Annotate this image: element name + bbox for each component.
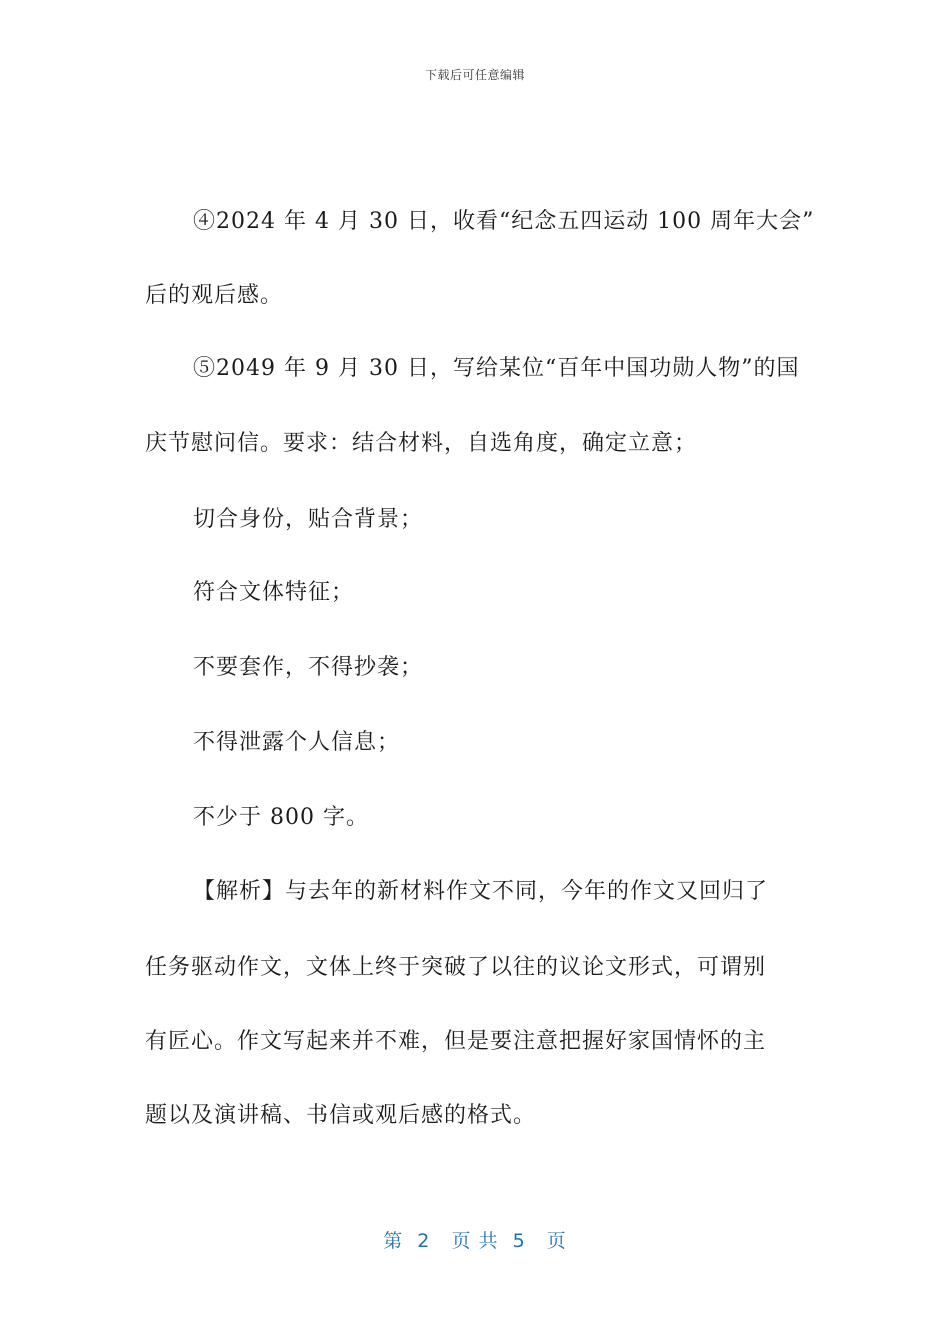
requirement-line: 不得泄露个人信息；	[193, 730, 401, 755]
paragraph-line: ④2024 年 4 月 30 日，收看“纪念五四运动 100 周年大会”	[193, 209, 815, 234]
requirement-line: 不要套作，不得抄袭；	[193, 655, 424, 680]
paragraph-line: ⑤2049 年 9 月 30 日，写给某位“百年中国功勋人物”的国	[193, 356, 800, 381]
requirement-line: 符合文体特征；	[193, 580, 355, 605]
analysis-line: 【解析】与去年的新材料作文不同，今年的作文又回归了	[193, 879, 769, 904]
analysis-line: 有匠心。作文写起来并不难，但是要注意把握好家国情怀的主	[145, 1029, 767, 1054]
requirement-line: 切合身份，贴合背景；	[193, 507, 424, 532]
analysis-line: 任务驱动作文，文体上终于突破了以往的议论文形式，可谓别	[145, 955, 767, 980]
header-note: 下载后可任意编辑	[424, 68, 525, 82]
paragraph-line: 庆节慰问信。要求：结合材料，自选角度，确定立意；	[145, 431, 698, 456]
analysis-line: 题以及演讲稿、书信或观后感的格式。	[145, 1103, 537, 1128]
page-number-footer: 第 2 页 共 5 页	[383, 1230, 567, 1252]
paragraph-line: 后的观后感。	[145, 283, 284, 308]
requirement-line: 不少于 800 字。	[193, 805, 369, 830]
